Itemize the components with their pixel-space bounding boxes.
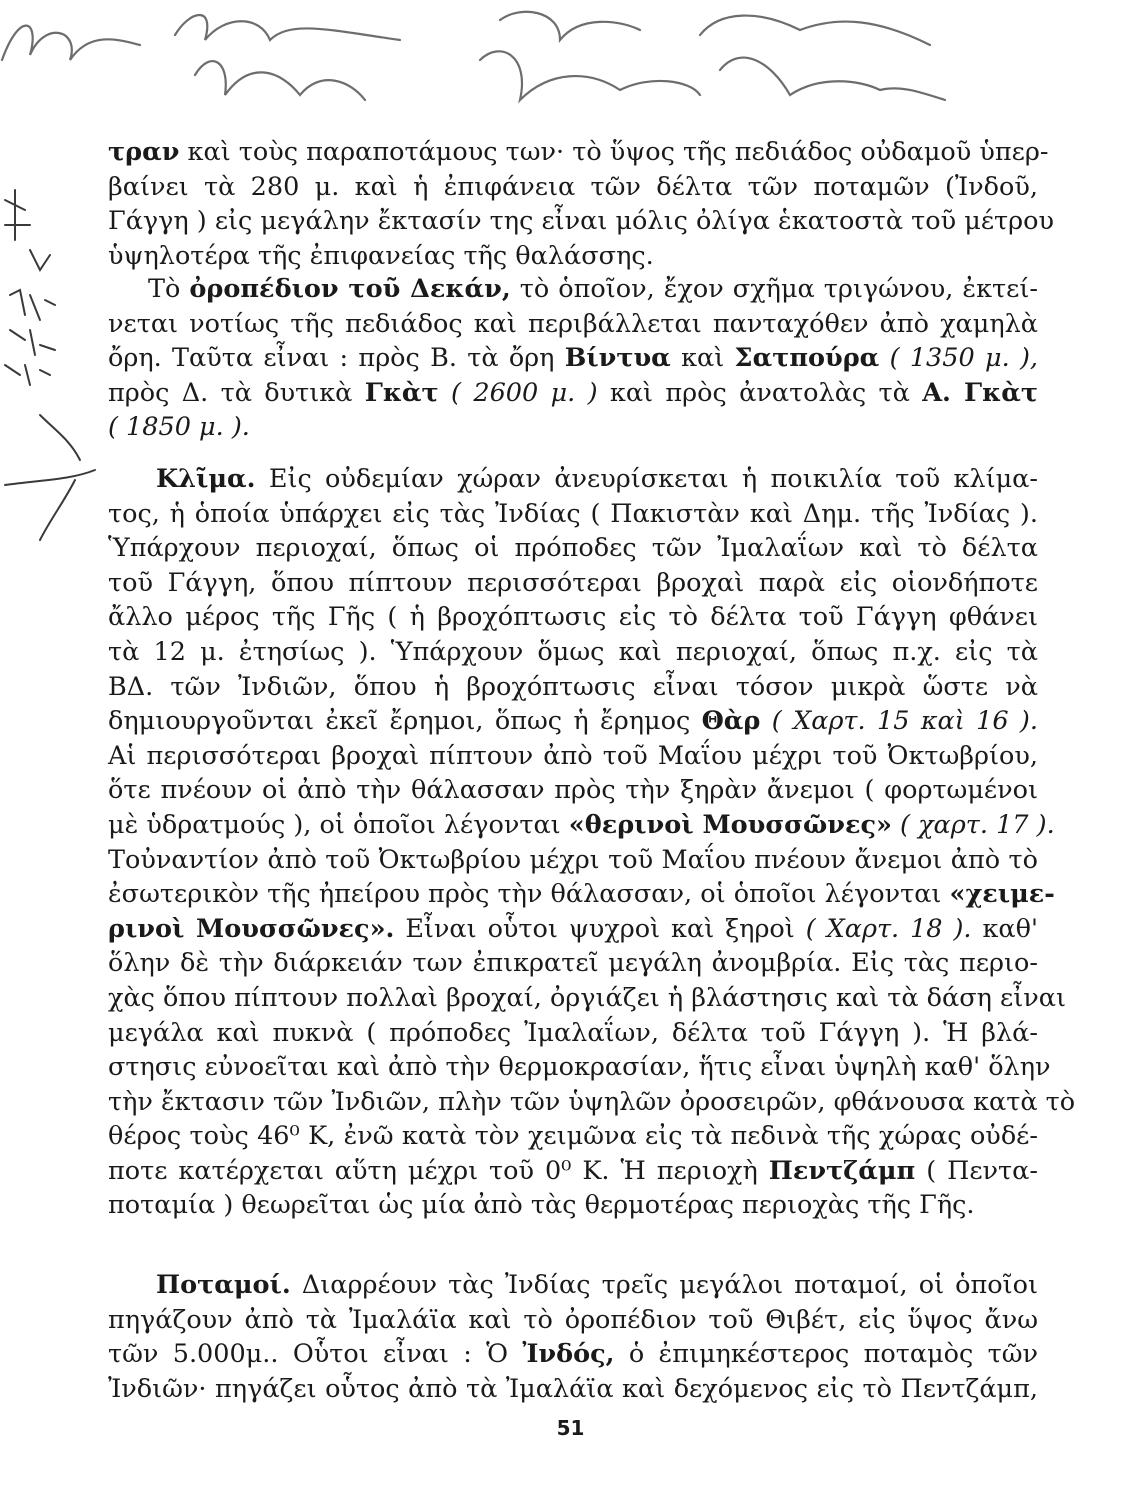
bold-term: Θὰρ — [701, 706, 761, 737]
bold-term: «θερινοὶ Μουσσῶνες» — [568, 809, 892, 840]
text-line: ἄλλο μέρος τῆς Γῆς ( ἡ βροχόπτωσις εἰς τὸ δέλτα τοῦ Γάγγη φθάνει — [108, 602, 1038, 633]
text-line: ὅτε πνέουν οἱ ἀπὸ τὴν θάλασσαν πρὸς τὴν ξηρὰν ἄνεμοι ( φορτωμένοι — [108, 775, 1038, 806]
text-line: θέρος τοὺς 46⁰ Κ, ἐνῶ κατὰ τὸν χειμῶνα εἰς τὰ πεδινὰ τῆς χώρας οὐδέ- — [108, 1121, 1038, 1152]
text-line: ΒΔ. τῶν Ἰνδιῶν, ὅπου ἡ βροχόπτωσις εἶναι τόσον μικρὰ ὥστε νὰ — [108, 671, 1038, 702]
text-line: Αἱ περισσότεραι βροχαὶ πίπτουν ἀπὸ τοῦ Μαΐου μέχρι τοῦ Ὀκτωβρίου, — [108, 740, 1038, 771]
text-line: Ὑπάρχουν περιοχαί, ὅπως οἱ πρόποδες τῶν Ἰμαλαΐων καὶ τὸ δέλτα — [108, 533, 1038, 564]
text-span: τῶν 5.000μ.. Οὗτοι εἶναι : Ὁ — [108, 1339, 523, 1370]
text-line: τος, ἡ ὁποία ὑπάρχει εἰς τὰς Ἰνδίας ( Πακιστὰν καὶ Δημ. τῆς Ἰνδίας ). — [108, 498, 1038, 529]
bold-term: Γκὰτ — [364, 377, 439, 408]
text-line: πηγάζουν ἀπὸ τὰ Ἰμαλάϊα καὶ τὸ ὀροπέδιον τοῦ Θιβέτ, εἰς ὕψος ἄνω — [108, 1304, 1038, 1335]
text-line: ( 1850 μ. ). — [108, 412, 250, 443]
text-line — [108, 1154, 1038, 1189]
text-span: ( Πεντα- — [915, 1155, 1038, 1186]
text-line — [108, 912, 1038, 947]
margin-scribbles — [0, 180, 110, 560]
bold-term: Πεντζάμπ — [768, 1155, 916, 1186]
text-span: καθ' — [971, 913, 1038, 944]
text-line — [108, 462, 1038, 497]
text-span: Τὸ — [148, 274, 190, 304]
bold-term: Ἰνδός, — [522, 1339, 615, 1370]
text-line: τὰ 12 μ. ἐτησίως ). Ὑπάρχουν ὅμως καὶ περιοχαί, ὅπως π.χ. εἰς τὰ — [108, 636, 1038, 667]
text-line — [108, 877, 1055, 912]
text-span: καὶ — [670, 343, 735, 374]
bold-term: ὀροπέδιον τοῦ Δεκάν, — [189, 274, 511, 304]
text-line: Ἰνδιῶν· πηγάζει οὗτος ἀπὸ τὰ Ἰμαλάϊα καὶ δεχόμενος εἰς τὸ Πεντζάμπ, — [108, 1373, 1038, 1404]
paragraph-climate — [108, 462, 1076, 1223]
text-span: ποτε κατέρχεται αὕτη μέχρι τοῦ 0⁰ Κ. Ἡ περιοχὴ — [108, 1155, 769, 1186]
text-line: τοῦ Γάγγη, ὅπου πίπτουν περισσότεραι βροχαὶ παρὰ εἰς οἱονδήποτε — [108, 567, 1038, 598]
text-span: ὁ ἐπιμηκέστερος ποταμὸς τῶν — [614, 1339, 1038, 1370]
text-line — [108, 272, 1038, 307]
text-line: νεται νοτίως τῆς πεδιάδος καὶ περιβάλλεται πανταχόθεν ἀπὸ χαμηλὰ — [108, 308, 1038, 339]
text-line — [108, 1337, 1038, 1372]
text-line: ποταμία ) θεωρεῖται ὡς μία ἀπὸ τὰς θερμοτέρας περιοχὰς τῆς Γῆς. — [108, 1190, 975, 1221]
paragraph-plains — [108, 135, 1054, 273]
text-line: ὅλην δὲ τὴν διάρκειάν των ἐπικρατεῖ μεγάλη ἀνομβρία. Εἰς τὰς περιο- — [108, 948, 1038, 979]
text-line: τὴν ἔκτασιν τῶν Ἰνδιῶν, πλὴν τῶν ὑψηλῶν ὀροσειρῶν, φθάνουσα κατὰ τὸ — [108, 1086, 1076, 1117]
text-line — [108, 135, 1049, 170]
text-span: καὶ τοὺς παραποτάμους των· τὸ ὕψος τῆς πεδιάδος οὐδαμοῦ ὑπερ- — [179, 137, 1049, 167]
text-line — [108, 704, 1038, 739]
italic-ref: ( Χαρτ. 15 καὶ 16 ). — [760, 706, 1038, 737]
text-line — [108, 808, 1055, 843]
text-span: πρὸς Δ. τὰ δυτικὰ — [108, 377, 365, 408]
text-span: Εἰς οὐδεμίαν χώραν ἀνευρίσκεται ἡ ποικιλία τοῦ κλίμα- — [255, 464, 1038, 494]
text-span: ὄρη. Ταῦτα εἶναι : πρὸς Β. τὰ ὄρη — [108, 343, 565, 374]
handwritten-annotation — [0, 0, 1141, 130]
section-heading: Κλῖμα. — [156, 464, 256, 494]
text-line: βαίνει τὰ 280 μ. καὶ ἡ ἐπιφάνεια τῶν δέλτα τῶν ποταμῶν (Ἰνδοῦ, — [108, 171, 1038, 202]
text-line: Γάγγη ) εἰς μεγάλην ἔκτασίν της εἶναι μόλις ὀλίγα ἑκατοστὰ τοῦ μέτρου — [108, 206, 1054, 237]
page-number: 51 — [556, 1416, 585, 1440]
text-line: χὰς ὅπου πίπτουν πολλαὶ βροχαί, ὀργιάζει ἡ βλάστησις καὶ τὰ δάση εἶναι — [108, 982, 1066, 1013]
text-span: μὲ ὑδρατμούς ), οἱ ὁποῖοι λέγονται — [108, 809, 569, 840]
text-span: δημιουργοῦνται ἐκεῖ ἔρημοι, ὅπως ἡ ἔρημος — [108, 706, 702, 737]
text-line — [108, 1268, 1038, 1303]
text-line: Τοὐναντίον ἀπὸ τοῦ Ὀκτωβρίου μέχρι τοῦ Μαΐου πνέουν ἄνεμοι ἀπὸ τὸ — [108, 844, 1038, 875]
italic-ref: ( 1350 μ. ), — [879, 343, 1039, 374]
text-line: μεγάλα καὶ πυκνὰ ( πρόποδες Ἰμαλαΐων, δέλτα τοῦ Γάγγη ). Ἡ βλά- — [108, 1017, 1038, 1048]
text-span: ἐσωτερικὸν τῆς ἠπείρου πρὸς τὴν θάλασσαν, οἱ ὁποῖοι λέγονται — [108, 879, 950, 910]
bold-term: Βίντυα — [564, 343, 671, 374]
text-span: τὸ ὁποῖον, ἔχον σχῆμα τριγώνου, ἐκτεί- — [510, 274, 1038, 304]
text-line — [108, 376, 1038, 411]
bold-term: «χειμε- — [949, 879, 1055, 910]
bold-term: τραν — [108, 137, 180, 167]
italic-ref: ( Χαρτ. 18 ). — [794, 913, 972, 944]
text-line: ὑψηλοτέρα τῆς ἐπιφανείας τῆς θαλάσσης. — [108, 240, 654, 271]
margin-mark-graphic — [0, 180, 110, 560]
italic-ref: ( 2600 μ. ) — [438, 377, 598, 408]
paragraph-deccan — [108, 272, 1038, 445]
handwriting-scribble — [0, 0, 1141, 130]
text-line — [108, 341, 1038, 376]
text-span: Εἶναι οὗτοι ψυχροὶ καὶ ξηροὶ — [394, 913, 795, 944]
bold-term: ρινοὶ Μουσσῶνες». — [108, 913, 395, 944]
text-span: Διαρρέουν τὰς Ἰνδίας τρεῖς μεγάλοι ποταμοί, οἱ ὁποῖοι — [290, 1270, 1038, 1300]
italic-ref: ( χαρτ. 17 ). — [891, 809, 1055, 840]
text-span: καὶ πρὸς ἀνατολὰς τὰ — [597, 377, 923, 408]
bold-term: Α. Γκὰτ — [922, 377, 1038, 408]
bold-term: Σατπούρα — [734, 343, 880, 374]
paragraph-rivers — [108, 1268, 1038, 1406]
text-line: στησις εὐνοεῖται καὶ ἀπὸ τὴν θερμοκρασίαν, ἥτις εἶναι ὑψηλὴ καθ' ὅλην — [108, 1052, 1051, 1083]
section-heading: Ποταμοί. — [156, 1270, 291, 1300]
